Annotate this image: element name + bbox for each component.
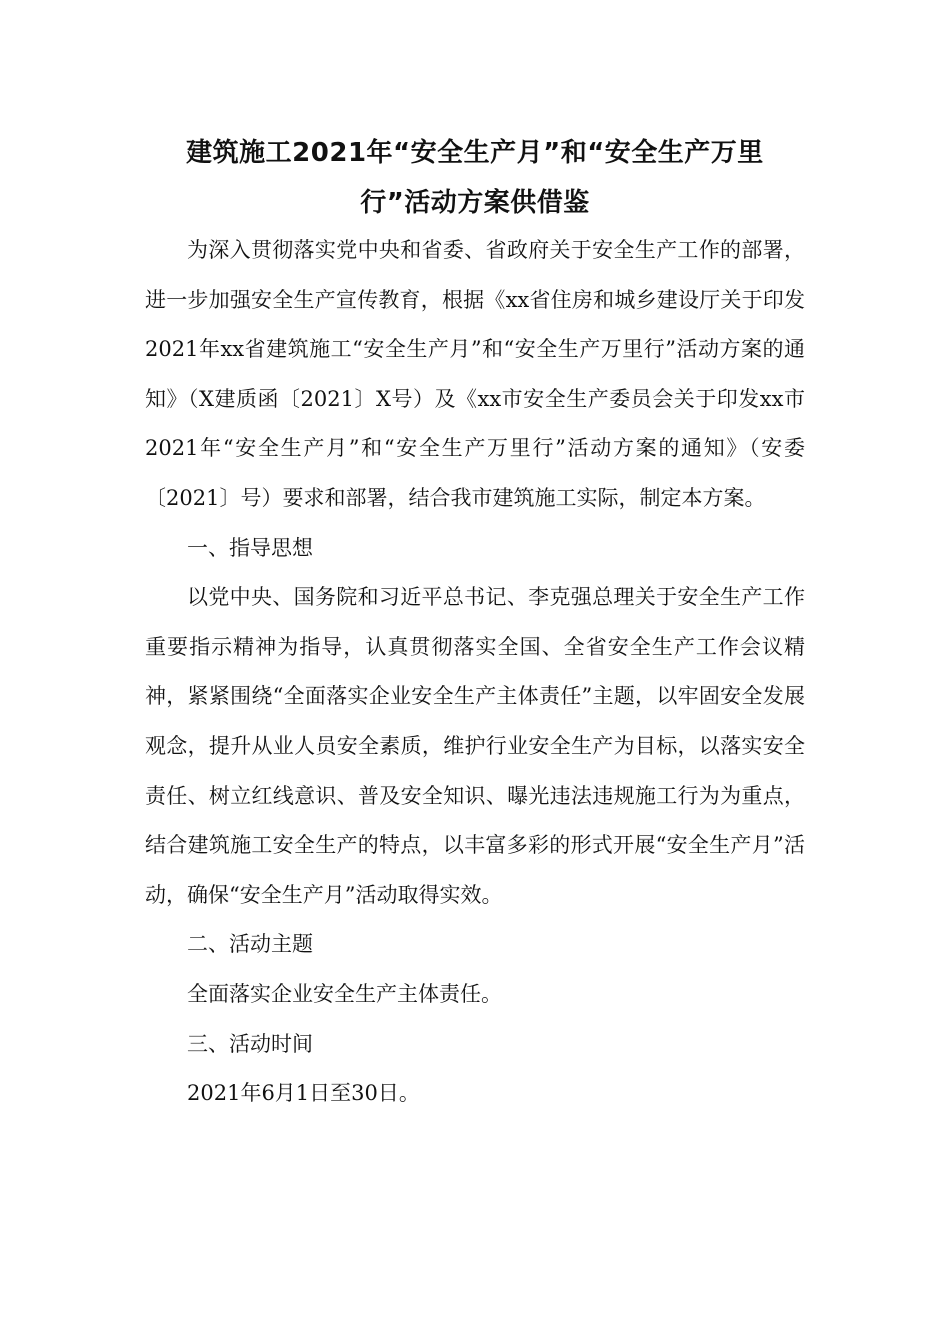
document-title-line-2: 行”活动方案供借鉴: [360, 188, 590, 218]
activity-time-paragraph: 2021年6月1日至30日。: [187, 1081, 420, 1106]
document-title-line-1: 建筑施工2021年“安全生产月”和“安全生产万里: [186, 138, 764, 168]
guiding-ideology-paragraph: 以党中央、国务院和习近平总书记、李克强总理关于安全生产工作重要指示精神为指导，认真贯彻落实全国、全省安全生产工作会议精神，紧紧围绕“全面落实企业安全生产主体责任”主题，以牢固安全发展观念，提升从业人员安全素质，维护行业安全生产为目标，以落实安全责任、树立红线意识、普及安全知识、曝光违法违规施工行为为重点，结合建筑施工安全生产的特点，以丰富多彩的形式开展“安全生产月”活动，确保“安全生产月”活动取得实效。: [145, 585, 805, 907]
section-heading-activity-theme: 二、活动主题: [187, 932, 313, 957]
section-heading-activity-time: 三、活动时间: [187, 1031, 313, 1056]
document-body: [145, 226, 805, 1119]
section-heading-guiding-ideology: 一、指导思想: [187, 535, 313, 560]
intro-paragraph: 为深入贯彻落实党中央和省委、省政府关于安全生产工作的部署，进一步加强安全生产宣传教育，根据《xx省住房和城乡建设厅关于印发2021年xx省建筑施工“安全生产月”和“安全生产万里行”活动方案的通知》（X建质函〔2021〕X号）及《xx市安全生产委员会关于印发xx市2021年“安全生产月”和“安全生产万里行”活动方案的通知》（安委〔2021〕号）要求和部署，结合我市建筑施工实际，制定本方案。: [145, 238, 805, 510]
activity-theme-paragraph: 全面落实企业安全生产主体责任。: [187, 981, 502, 1006]
